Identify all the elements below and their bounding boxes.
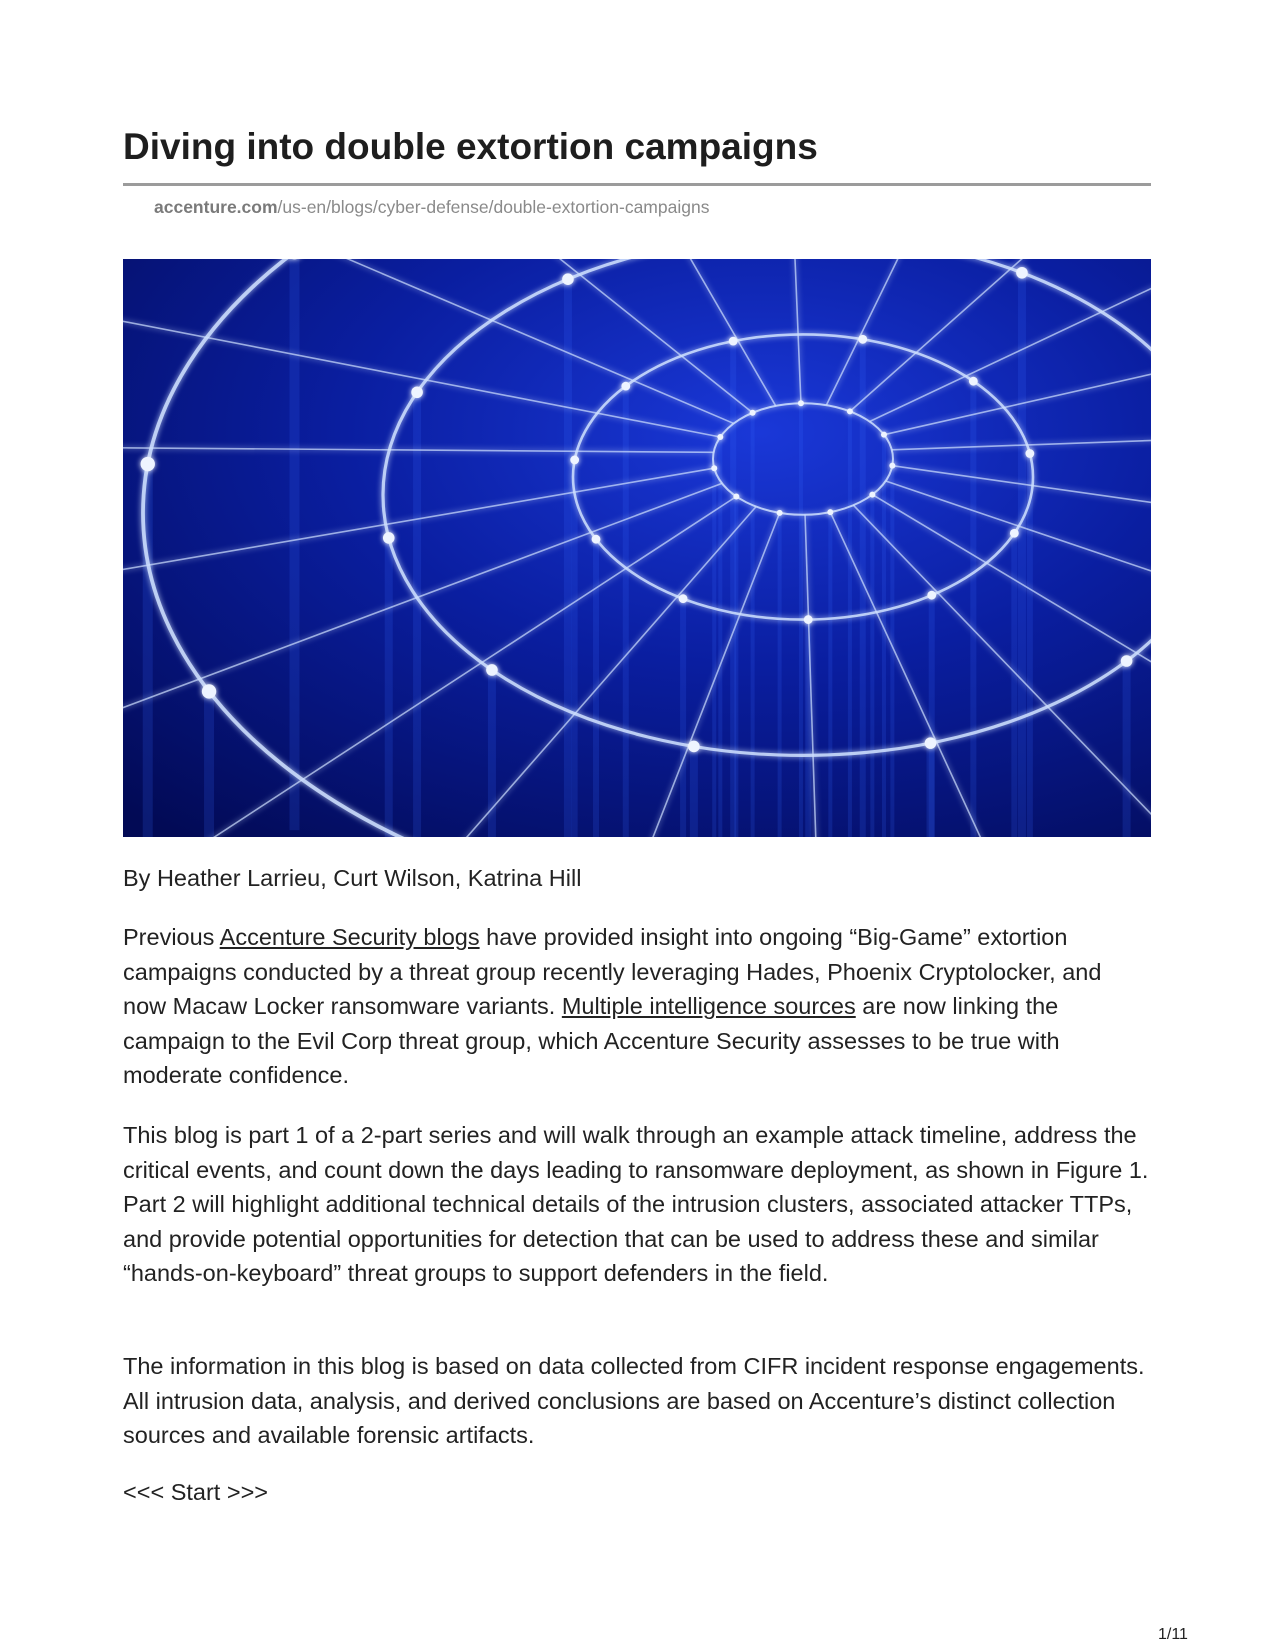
- hero-pillar: [623, 386, 629, 837]
- paragraph-intro-text-3: are now linking the campaign to the Evil Corp threat group, which Accenture Security assesses to be true with moderate confidence.: [123, 993, 1060, 1088]
- hero-node: [679, 594, 688, 603]
- source-url[interactable]: [154, 197, 709, 218]
- article-byline: By Heather Larrieu, Curt Wilson, Katrina Hill: [123, 865, 582, 891]
- hero-node: [777, 510, 783, 516]
- hero-node: [1121, 655, 1133, 667]
- hero-pillar: [828, 512, 832, 837]
- hero-node: [881, 432, 887, 438]
- hero-node: [592, 535, 601, 544]
- hero-node: [869, 492, 875, 498]
- hero-pillar: [690, 746, 698, 837]
- hero-pillar: [204, 691, 214, 837]
- hero-node: [969, 377, 978, 386]
- hero-pillar: [730, 341, 736, 837]
- hero-pillar: [848, 411, 852, 837]
- hero-node: [1025, 449, 1034, 458]
- hero-pillar: [385, 538, 393, 837]
- source-url-path[interactable]: /us-en/blogs/cyber-defense/double-extortion-campaigns: [277, 197, 710, 217]
- hero-pillar: [751, 413, 755, 837]
- paragraph-intro-text-1: Previous: [123, 924, 220, 950]
- paragraph-series: This blog is part 1 of a 2-part series and will walk through an example attack timeline, address the critical events, and count down the days leading to ransomware deployment, as shown in Figure 1. Part 2 will highlight additional technical details of the intrusion clusters, associated attacker TTPs, and provide potential opportunities for detection that can be used to address these and similar “hands-on-keyboard” threat groups to support defenders in the field.: [123, 1122, 1149, 1286]
- hero-node: [562, 273, 574, 285]
- hero-node: [827, 509, 833, 515]
- hero-pillar: [970, 381, 976, 837]
- hero-node: [383, 532, 395, 544]
- hero-node: [750, 410, 756, 416]
- page-number: 1/11: [1158, 1626, 1188, 1643]
- article-title: Diving into double extortion campaigns: [123, 126, 818, 167]
- hero-node: [621, 382, 630, 391]
- hero-background: [123, 259, 1151, 837]
- multiple-intelligence-sources-link[interactable]: Multiple intelligence sources: [561, 993, 856, 1019]
- source-url-domain[interactable]: accenture.com: [154, 197, 278, 217]
- hero-pillar: [680, 599, 686, 837]
- hero-node: [141, 457, 155, 471]
- hero-node: [202, 684, 216, 698]
- hero-node: [847, 408, 853, 414]
- hero-node: [711, 465, 717, 471]
- hero-node: [798, 400, 804, 406]
- hero-pillar: [289, 259, 299, 830]
- hero-pillar: [712, 468, 716, 837]
- start-marker: <<< Start >>>: [123, 1479, 269, 1505]
- hero-pillar: [413, 392, 421, 837]
- hero-node: [927, 591, 936, 600]
- hero-node: [889, 463, 895, 469]
- hero-node: [717, 434, 723, 440]
- hero-pillar: [718, 437, 722, 837]
- hero-pillar: [1018, 273, 1026, 837]
- paragraph-data-source: The information in this blog is based on data collected from CIFR incident response engagements. All intrusion data, analysis, and derived conclusions are based on Accenture’s distinct collection sources and available forensic artifacts.: [123, 1353, 1145, 1448]
- hero-node: [858, 335, 867, 344]
- hero-node: [688, 741, 700, 753]
- paragraph-intro: [123, 920, 1151, 1093]
- hero-node: [1010, 529, 1019, 538]
- paragraph-intro-text-2: have provided insight into ongoing “Big-Game” extortion campaigns conducted by a threat group recently leveraging Hades, Phoenix Cryptolocker, and now Macaw Locker ransomware variants.: [123, 924, 1102, 1019]
- hero-pillar: [870, 495, 874, 837]
- hero-node: [486, 664, 498, 676]
- hero-pillar: [572, 460, 578, 837]
- hero-node: [411, 386, 423, 398]
- hero-pillar: [926, 743, 934, 837]
- accenture-security-blogs-link[interactable]: Accenture Security blogs: [219, 924, 480, 950]
- title-divider: [123, 183, 1151, 186]
- hero-node: [570, 456, 579, 465]
- hero-node: [925, 737, 937, 749]
- hero-node: [733, 493, 739, 499]
- hero-pillar: [882, 435, 886, 837]
- hero-node: [1016, 267, 1028, 279]
- hero-node: [804, 615, 813, 624]
- hero-pillar: [564, 279, 572, 837]
- hero-image: [123, 259, 1151, 837]
- hero-node: [729, 337, 738, 346]
- hero-pillar: [778, 513, 782, 837]
- hero-pillar: [1123, 661, 1131, 837]
